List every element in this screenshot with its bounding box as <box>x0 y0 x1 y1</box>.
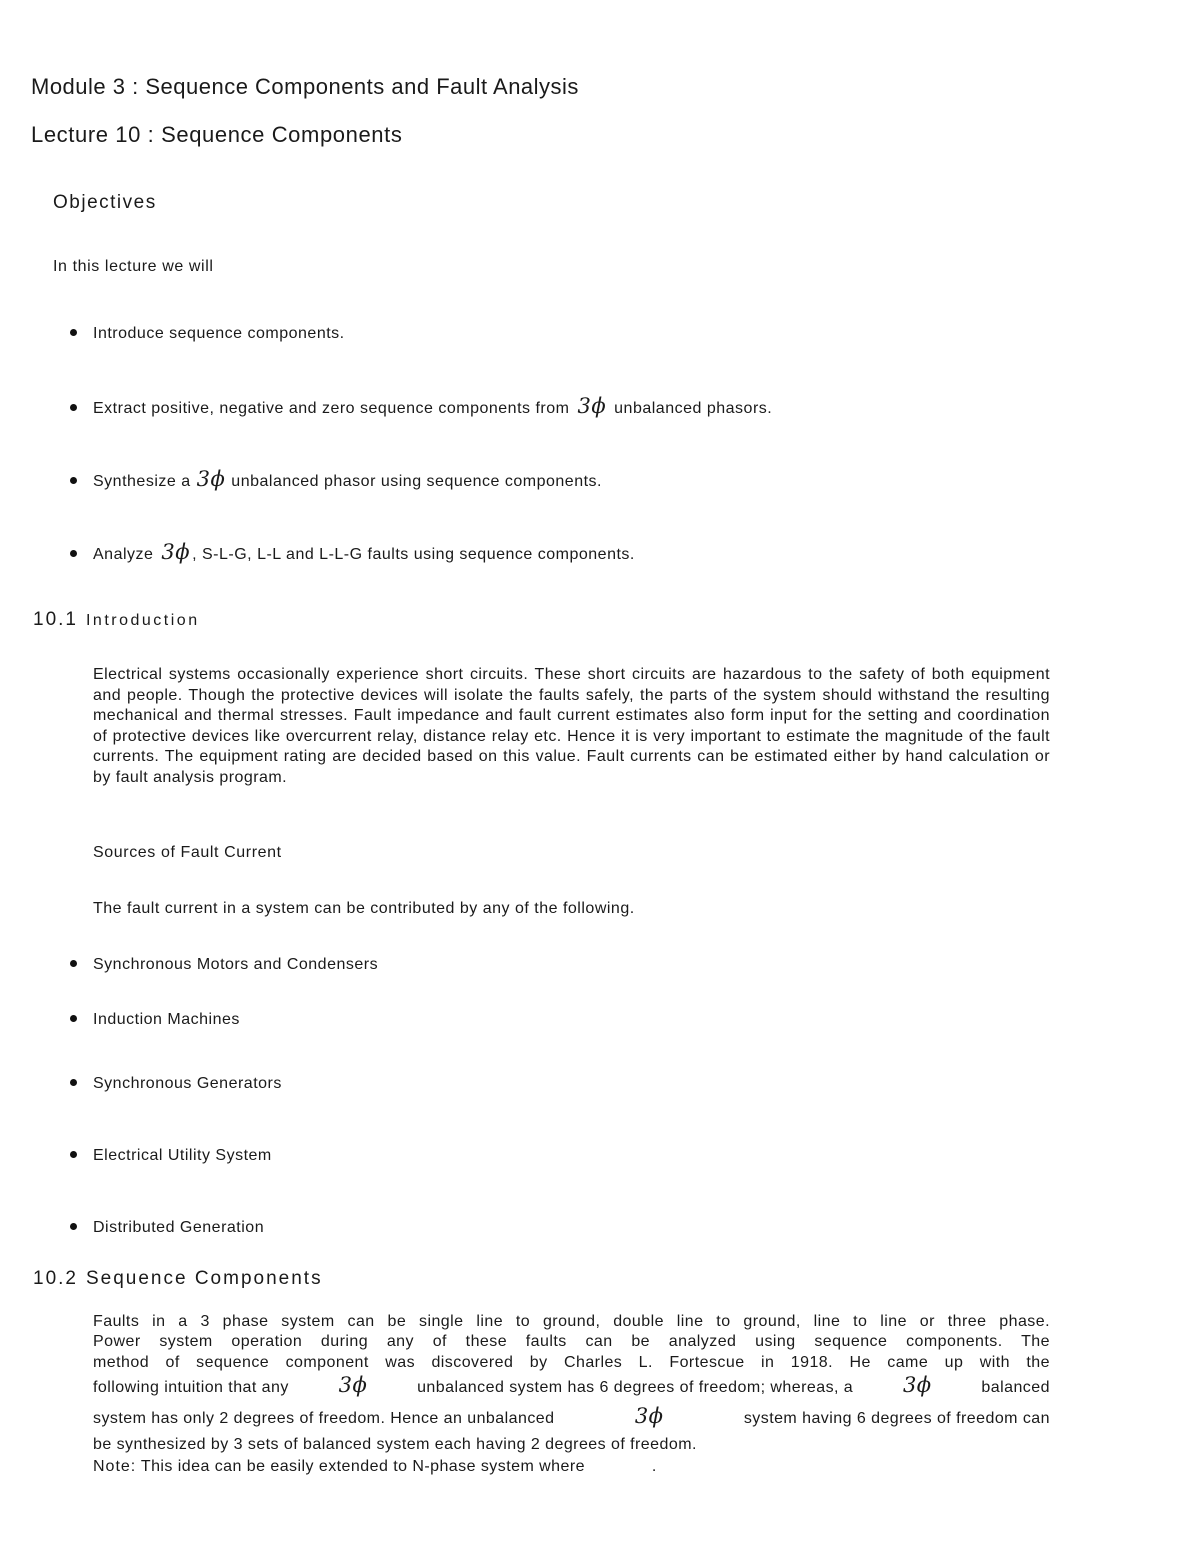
text-run: system having 6 degrees of freedom can <box>743 1410 1050 1427</box>
bullet-icon <box>70 1015 77 1022</box>
objective-text: Analyze <box>93 546 154 563</box>
bullet-icon <box>70 960 77 967</box>
bullet-icon <box>70 404 77 411</box>
bullet-icon <box>70 1151 77 1158</box>
source-item <box>70 1219 264 1237</box>
introduction-paragraph: Electrical systems occasionally experience short circuits. These short circuits are hazardous to the safety of both equipment and people. Though the protective devices will isolate the faults safely, the parts of the system should withstand the resulting mechanical and thermal stresses. Fault impedance and fault current estimates also form input for the setting and coordination of protective devices like overcurrent relay, distance relay etc. Hence it is very important to estimate the magnitude of the fault currents. The equipment rating are decided based on this value. Fault currents can be estimated either by hand calculation or by fault analysis program. <box>93 666 1050 786</box>
bullet-icon <box>70 477 77 484</box>
note-text: This idea can be easily extended to N-phase system where <box>140 1458 585 1475</box>
paragraph-line: Power system operation during any of these faults can be analyzed using sequence components. The <box>93 1333 1050 1350</box>
objective-item <box>70 467 602 491</box>
source-item <box>70 1147 272 1165</box>
lecture-title: Lecture 10 : Sequence Components <box>31 122 403 147</box>
module-title: Module 3 : Sequence Components and Fault Analysis <box>31 74 579 99</box>
three-phase-symbol: 3ϕ <box>196 467 226 491</box>
source-text: Electrical Utility System <box>93 1147 272 1164</box>
objective-text: Extract positive, negative and zero sequence components from <box>93 400 570 417</box>
objective-text: Introduce sequence components. <box>93 325 345 342</box>
section-heading-introduction <box>33 608 200 631</box>
sources-intro: The fault current in a system can be contributed by any of the following. <box>93 900 635 917</box>
three-phase-symbol: 3ϕ <box>161 540 191 564</box>
text-run: unbalanced system has 6 degrees of freedom; whereas, a <box>417 1379 854 1396</box>
paragraph-line: be synthesized by 3 sets of balanced system each having 2 degrees of freedom. <box>93 1436 697 1453</box>
note-label: Note: <box>93 1458 137 1475</box>
objective-item <box>70 394 772 418</box>
objectives-intro: In this lecture we will <box>53 258 214 275</box>
source-text: Distributed Generation <box>93 1219 265 1236</box>
objective-text: Synthesize a <box>93 473 191 490</box>
source-item <box>70 956 378 974</box>
three-phase-symbol: 3ϕ <box>903 1373 932 1397</box>
note-end: . <box>651 1458 657 1475</box>
objective-text: , S-L-G, L-L and L-L-G faults using sequence components. <box>192 546 635 563</box>
source-text: Synchronous Motors and Condensers <box>93 956 379 973</box>
bullet-icon <box>70 1223 77 1230</box>
objectives-heading: Objectives <box>53 192 157 213</box>
paragraph-line <box>93 1373 1050 1397</box>
section-number: 10.1 <box>33 609 78 630</box>
objective-text: unbalanced phasor using sequence components. <box>231 473 602 490</box>
section-heading-sequence-components <box>33 1267 323 1290</box>
bullet-icon <box>70 329 77 336</box>
three-phase-symbol: 3ϕ <box>634 1404 664 1428</box>
paragraph-line: method of sequence component was discovered by Charles L. Fortescue in 1918. He came up with the <box>93 1354 1050 1371</box>
bullet-icon <box>70 1079 77 1086</box>
three-phase-symbol: 3ϕ <box>577 394 607 418</box>
text-run: following intuition that any <box>93 1379 289 1396</box>
section-number: 10.2 <box>33 1268 78 1289</box>
paragraph-line: Faults in a 3 phase system can be single line to ground, double line to ground, line to line or three phase. <box>93 1313 1050 1330</box>
section-title: Introduction <box>85 612 200 629</box>
objective-text: unbalanced phasors. <box>614 400 773 417</box>
source-text: Synchronous Generators <box>93 1075 282 1092</box>
note-line <box>93 1458 1050 1476</box>
text-run: system has only 2 degrees of freedom. Hence an unbalanced <box>93 1410 555 1427</box>
objective-item <box>70 325 345 343</box>
source-item <box>70 1011 240 1029</box>
section-title: Sequence Components <box>85 1268 323 1289</box>
source-item <box>70 1075 282 1093</box>
bullet-icon <box>70 550 77 557</box>
text-run: balanced <box>981 1379 1050 1396</box>
paragraph-line <box>93 1404 1050 1428</box>
source-text: Induction Machines <box>93 1011 240 1028</box>
three-phase-symbol: 3ϕ <box>338 1373 368 1397</box>
objective-item <box>70 540 635 564</box>
sources-subheading: Sources of Fault Current <box>93 844 282 861</box>
